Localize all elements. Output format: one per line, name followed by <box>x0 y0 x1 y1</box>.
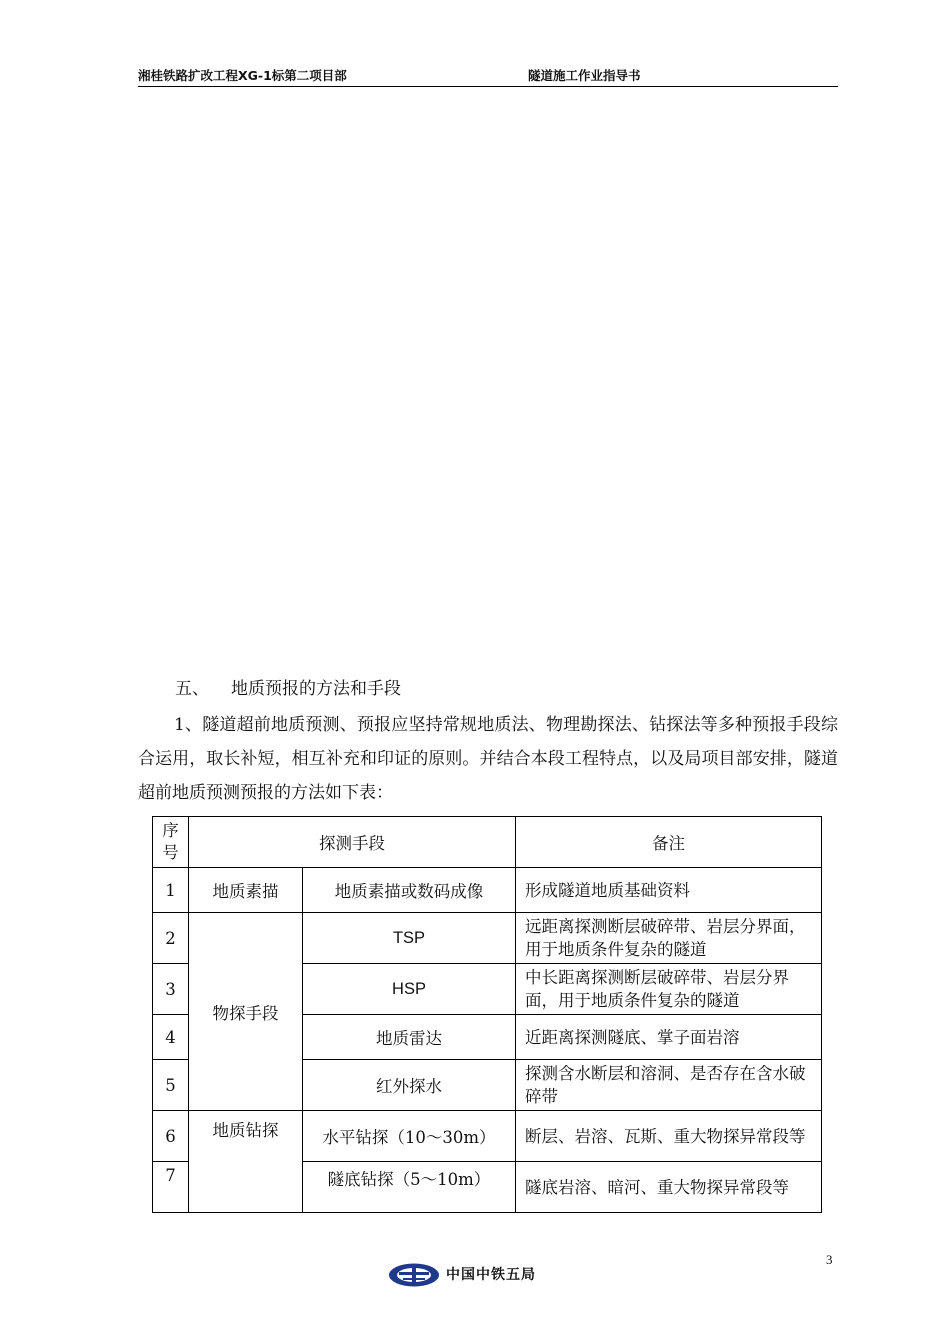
crec-logo-icon <box>388 1262 440 1292</box>
row-note: 隧底岩溶、暗河、重大物探异常段等 <box>516 1162 822 1213</box>
row-note: 形成隧道地质基础资料 <box>516 868 822 913</box>
row-note: 探测含水断层和溶洞、是否存在含水破碎带 <box>516 1060 822 1111</box>
header-doc-title: 隧道施工作业指导书 <box>528 68 641 83</box>
row-method: 红外探水 <box>303 1060 516 1111</box>
page-number: 3 <box>826 1252 833 1267</box>
section-heading <box>175 674 401 699</box>
row-method: 隧底钻探（5～10m） <box>303 1162 516 1213</box>
row-note: 近距离探测隧底、掌子面岩溶 <box>516 1015 822 1060</box>
table-header-row <box>153 817 822 868</box>
row-no: 3 <box>153 964 189 1015</box>
row-no: 7 <box>153 1162 189 1213</box>
table-row <box>153 1111 822 1162</box>
row-note: 断层、岩溶、瓦斯、重大物探异常段等 <box>516 1111 822 1162</box>
row-note: 远距离探测断层破碎带、岩层分界面，用于地质条件复杂的隧道 <box>516 913 822 964</box>
table-row <box>153 913 822 964</box>
row-method: 地质素描或数码成像 <box>303 868 516 913</box>
row-method: TSP <box>303 913 516 964</box>
row-note: 中长距离探测断层破碎带、岩层分界面，用于地质条件复杂的隧道 <box>516 964 822 1015</box>
header-project: 湘桂铁路扩改工程XG-1标第二项目部 <box>138 68 347 83</box>
group-drilling: 地质钻探 <box>189 1111 303 1213</box>
row-category: 地质素描 <box>189 868 303 913</box>
group-geophysical: 物探手段 <box>189 913 303 1111</box>
section-number: 五、 <box>175 679 209 699</box>
row-method: HSP <box>303 964 516 1015</box>
row-method: 水平钻探（10～30m） <box>303 1111 516 1162</box>
forecast-methods-table <box>152 816 822 1213</box>
header-no: 序号 <box>153 817 189 868</box>
page-header <box>138 64 838 87</box>
row-method: 地质雷达 <box>303 1015 516 1060</box>
table-row <box>153 868 822 913</box>
row-no: 2 <box>153 913 189 964</box>
row-no: 1 <box>153 868 189 913</box>
header-method: 探测手段 <box>189 817 516 868</box>
footer-company: 中国中铁五局 <box>446 1267 536 1283</box>
section-title: 地质预报的方法和手段 <box>231 679 401 699</box>
row-no: 4 <box>153 1015 189 1060</box>
row-no: 5 <box>153 1060 189 1111</box>
row-no: 6 <box>153 1111 189 1162</box>
body-paragraph: 1、隧道超前地质预测、预报应坚持常规地质法、物理勘探法、钻探法等多种预报手段综合运用，取长补短，相互补充和印证的原则。并结合本段工程特点，以及局项目部安排，隧道超前地质预测预报的方法如下表： <box>138 715 838 803</box>
header-note: 备注 <box>516 817 822 868</box>
